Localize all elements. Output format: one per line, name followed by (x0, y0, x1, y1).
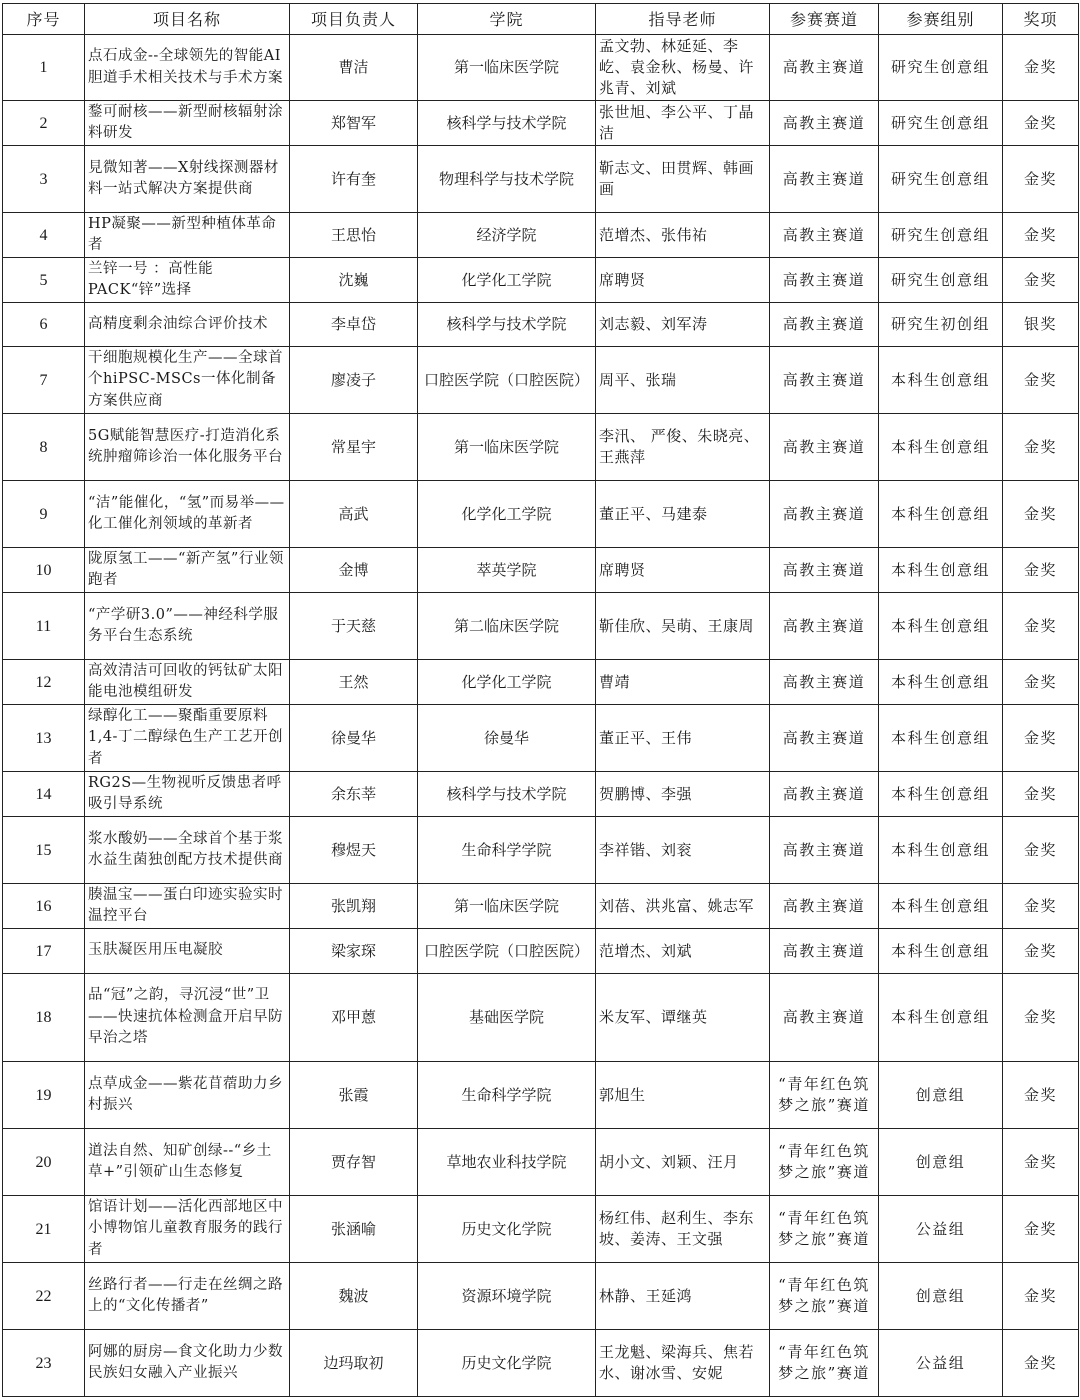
cell-no: 7 (3, 347, 85, 414)
cell-advisors: 曹靖 (596, 660, 770, 705)
cell-award: 金奖 (1003, 213, 1079, 258)
cell-project-name: 見微知著——X射线探测器材料一站式解决方案提供商 (85, 146, 290, 213)
cell-no: 23 (3, 1330, 85, 1397)
cell-track: 高教主赛道 (770, 481, 879, 548)
cell-leader: 穆煜天 (290, 817, 418, 884)
cell-no: 8 (3, 414, 85, 481)
cell-leader: 王思怡 (290, 213, 418, 258)
award-table (2, 3, 1079, 1397)
cell-track: 高教主赛道 (770, 660, 879, 705)
header-leader: 项目负责人 (290, 4, 418, 35)
cell-project-name: 陇原氢工——“新产氢”行业领跑者 (85, 548, 290, 593)
cell-project-name: 高效清洁可回收的钙钛矿太阳能电池模组研发 (85, 660, 290, 705)
cell-group: 本科生创意组 (879, 929, 1003, 974)
cell-advisors: 靳志文、田贯辉、韩画画 (596, 146, 770, 213)
cell-college: 化学化工学院 (418, 481, 596, 548)
cell-leader: 张涵喻 (290, 1196, 418, 1263)
cell-project-name: 高精度剩余油综合评价技术 (85, 303, 290, 347)
cell-track: 高教主赛道 (770, 548, 879, 593)
header-college: 学院 (418, 4, 596, 35)
table-row (3, 817, 1079, 884)
cell-college: 生命科学学院 (418, 817, 596, 884)
cell-group: 本科生创意组 (879, 593, 1003, 660)
cell-track: 高教主赛道 (770, 705, 879, 772)
cell-advisors: 米友军、谭继英 (596, 974, 770, 1062)
cell-college: 基础医学院 (418, 974, 596, 1062)
cell-no: 6 (3, 303, 85, 347)
cell-group: 创意组 (879, 1129, 1003, 1196)
cell-no: 18 (3, 974, 85, 1062)
cell-advisors: 李祥锴、刘衮 (596, 817, 770, 884)
cell-advisors: 席聘贤 (596, 258, 770, 303)
cell-college: 第二临床医学院 (418, 593, 596, 660)
cell-leader: 王然 (290, 660, 418, 705)
cell-track: 高教主赛道 (770, 929, 879, 974)
cell-group: 本科生创意组 (879, 772, 1003, 817)
cell-advisors: 范增杰、刘斌 (596, 929, 770, 974)
cell-advisors: 林静、王延鸿 (596, 1263, 770, 1330)
cell-group: 研究生创意组 (879, 101, 1003, 146)
cell-advisors: 孟文勃、林延延、李屹、袁金秋、杨曼、许兆青、刘斌 (596, 35, 770, 101)
cell-college: 第一临床医学院 (418, 35, 596, 101)
table-row (3, 213, 1079, 258)
cell-college: 萃英学院 (418, 548, 596, 593)
cell-project-name: 品“冠”之韵，寻沉浸“世”卫——快速抗体检测盒开启早防早治之塔 (85, 974, 290, 1062)
cell-leader: 余东莘 (290, 772, 418, 817)
cell-college: 历史文化学院 (418, 1196, 596, 1263)
cell-track: 高教主赛道 (770, 303, 879, 347)
cell-advisors: 董正平、王伟 (596, 705, 770, 772)
table-row (3, 1330, 1079, 1397)
table-row (3, 35, 1079, 101)
cell-no: 4 (3, 213, 85, 258)
table-row (3, 347, 1079, 414)
cell-group: 公益组 (879, 1330, 1003, 1397)
cell-project-name: 点草成金——紫花苜蓿助力乡村振兴 (85, 1062, 290, 1129)
cell-advisors: 胡小文、刘颖、汪月 (596, 1129, 770, 1196)
cell-college: 生命科学学院 (418, 1062, 596, 1129)
cell-group: 研究生初创组 (879, 303, 1003, 347)
table-row (3, 929, 1079, 974)
cell-leader: 郑智军 (290, 101, 418, 146)
cell-no: 22 (3, 1263, 85, 1330)
cell-advisors: 刘蓓、洪兆富、姚志军 (596, 884, 770, 929)
cell-group: 研究生创意组 (879, 146, 1003, 213)
table-row (3, 101, 1079, 146)
cell-track: 高教主赛道 (770, 817, 879, 884)
table-row (3, 548, 1079, 593)
table-row (3, 1062, 1079, 1129)
cell-track: “青年红色筑梦之旅”赛道 (770, 1263, 879, 1330)
cell-advisors: 贺鹏博、李强 (596, 772, 770, 817)
cell-group: 创意组 (879, 1062, 1003, 1129)
cell-group: 本科生创意组 (879, 414, 1003, 481)
header-no: 序号 (3, 4, 85, 35)
cell-award: 金奖 (1003, 884, 1079, 929)
header-award: 奖项 (1003, 4, 1079, 35)
cell-award: 金奖 (1003, 974, 1079, 1062)
cell-advisors: 李汛、 严俊、朱晓亮、 王燕萍 (596, 414, 770, 481)
cell-leader: 张霞 (290, 1062, 418, 1129)
cell-no: 20 (3, 1129, 85, 1196)
cell-no: 13 (3, 705, 85, 772)
cell-award: 金奖 (1003, 817, 1079, 884)
cell-track: 高教主赛道 (770, 593, 879, 660)
cell-award: 金奖 (1003, 1196, 1079, 1263)
cell-award: 金奖 (1003, 414, 1079, 481)
cell-no: 14 (3, 772, 85, 817)
cell-track: 高教主赛道 (770, 347, 879, 414)
cell-award: 金奖 (1003, 593, 1079, 660)
cell-advisors: 席聘贤 (596, 548, 770, 593)
cell-college: 历史文化学院 (418, 1330, 596, 1397)
cell-track: 高教主赛道 (770, 213, 879, 258)
cell-award: 金奖 (1003, 705, 1079, 772)
cell-leader: 廖凌子 (290, 347, 418, 414)
cell-no: 16 (3, 884, 85, 929)
cell-group: 本科生创意组 (879, 481, 1003, 548)
cell-college: 核科学与技术学院 (418, 303, 596, 347)
cell-group: 创意组 (879, 1263, 1003, 1330)
cell-no: 15 (3, 817, 85, 884)
table-row (3, 146, 1079, 213)
cell-track: 高教主赛道 (770, 772, 879, 817)
cell-college: 核科学与技术学院 (418, 101, 596, 146)
table-row (3, 1263, 1079, 1330)
table-body (3, 35, 1079, 1397)
cell-no: 21 (3, 1196, 85, 1263)
cell-no: 3 (3, 146, 85, 213)
cell-college: 经济学院 (418, 213, 596, 258)
cell-award: 金奖 (1003, 660, 1079, 705)
cell-award: 金奖 (1003, 929, 1079, 974)
cell-no: 9 (3, 481, 85, 548)
cell-project-name: 点石成金--全球领先的智能AI胆道手术相关技术与手术方案 (85, 35, 290, 101)
cell-group: 研究生创意组 (879, 35, 1003, 101)
header-project-name: 项目名称 (85, 4, 290, 35)
cell-leader: 许有奎 (290, 146, 418, 213)
cell-track: 高教主赛道 (770, 35, 879, 101)
cell-project-name: RG2S—生物视听反馈患者呼吸引导系统 (85, 772, 290, 817)
cell-no: 11 (3, 593, 85, 660)
cell-project-name: 腠温宝——蛋白印迹实验实时温控平台 (85, 884, 290, 929)
cell-leader: 沈巍 (290, 258, 418, 303)
cell-no: 19 (3, 1062, 85, 1129)
cell-advisors: 刘志毅、刘军涛 (596, 303, 770, 347)
cell-group: 本科生创意组 (879, 884, 1003, 929)
cell-award: 银奖 (1003, 303, 1079, 347)
cell-advisors: 董正平、马建泰 (596, 481, 770, 548)
cell-advisors: 周平、张瑞 (596, 347, 770, 414)
cell-college: 第一临床医学院 (418, 414, 596, 481)
table-row (3, 414, 1079, 481)
cell-group: 本科生创意组 (879, 817, 1003, 884)
cell-project-name: 道法自然、知矿创绿--“乡土草+”引领矿山生态修复 (85, 1129, 290, 1196)
cell-leader: 魏波 (290, 1263, 418, 1330)
cell-advisors: 张世旭、李公平、丁晶洁 (596, 101, 770, 146)
table-row (3, 481, 1079, 548)
cell-leader: 常星宇 (290, 414, 418, 481)
cell-college: 化学化工学院 (418, 660, 596, 705)
cell-track: “青年红色筑梦之旅”赛道 (770, 1062, 879, 1129)
cell-track: “青年红色筑梦之旅”赛道 (770, 1129, 879, 1196)
cell-award: 金奖 (1003, 35, 1079, 101)
cell-leader: 邓甲蒽 (290, 974, 418, 1062)
cell-group: 本科生创意组 (879, 660, 1003, 705)
cell-track: “青年红色筑梦之旅”赛道 (770, 1196, 879, 1263)
cell-project-name: 浆水酸奶——全球首个基于浆水益生菌独创配方技术提供商 (85, 817, 290, 884)
cell-group: 本科生创意组 (879, 705, 1003, 772)
cell-leader: 张凯翔 (290, 884, 418, 929)
cell-project-name: “洁”能催化，“氢”而易举——化工催化剂领域的革新者 (85, 481, 290, 548)
cell-college: 草地农业科技学院 (418, 1129, 596, 1196)
cell-track: 高教主赛道 (770, 884, 879, 929)
cell-college: 第一临床医学院 (418, 884, 596, 929)
cell-project-name: 丝路行者——行走在丝绸之路上的“文化传播者” (85, 1263, 290, 1330)
cell-track: 高教主赛道 (770, 146, 879, 213)
cell-award: 金奖 (1003, 1062, 1079, 1129)
cell-award: 金奖 (1003, 347, 1079, 414)
cell-project-name: 阿娜的厨房—食文化助力少数民族妇女融入产业振兴 (85, 1330, 290, 1397)
cell-leader: 贾存智 (290, 1129, 418, 1196)
cell-project-name: 兰锌一号 ：高性能PACK“锌”选择 (85, 258, 290, 303)
table-row (3, 974, 1079, 1062)
cell-award: 金奖 (1003, 1129, 1079, 1196)
header-row (3, 4, 1079, 35)
cell-award: 金奖 (1003, 772, 1079, 817)
cell-group: 本科生创意组 (879, 974, 1003, 1062)
header-track: 参赛赛道 (770, 4, 879, 35)
cell-project-name: HP凝聚——新型种植体革命者 (85, 213, 290, 258)
cell-advisors: 范增杰、张伟祐 (596, 213, 770, 258)
cell-advisors: 杨红伟、赵利生、李东坡、姜涛、王文强 (596, 1196, 770, 1263)
cell-college: 化学化工学院 (418, 258, 596, 303)
cell-no: 2 (3, 101, 85, 146)
cell-advisors: 王龙魁、梁海兵、焦若水、谢冰雪、安妮 (596, 1330, 770, 1397)
cell-group: 本科生创意组 (879, 548, 1003, 593)
cell-leader: 徐曼华 (290, 705, 418, 772)
cell-track: 高教主赛道 (770, 974, 879, 1062)
cell-award: 金奖 (1003, 146, 1079, 213)
table-row (3, 1196, 1079, 1263)
cell-leader: 梁家琛 (290, 929, 418, 974)
cell-no: 10 (3, 548, 85, 593)
table-row (3, 258, 1079, 303)
cell-award: 金奖 (1003, 1263, 1079, 1330)
cell-group: 研究生创意组 (879, 213, 1003, 258)
cell-leader: 于天慈 (290, 593, 418, 660)
cell-college: 口腔医学院（口腔医院） (418, 929, 596, 974)
cell-no: 1 (3, 35, 85, 101)
cell-project-name: 馆语计划——活化西部地区中小博物馆儿童教育服务的践行者 (85, 1196, 290, 1263)
cell-leader: 边玛取初 (290, 1330, 418, 1397)
table-row (3, 884, 1079, 929)
cell-project-name: “产学研3.0”——神经科学服务平台生态系统 (85, 593, 290, 660)
cell-no: 17 (3, 929, 85, 974)
cell-project-name: 5G赋能智慧医疗-打造消化系统肿瘤筛诊治一体化服务平台 (85, 414, 290, 481)
cell-award: 金奖 (1003, 548, 1079, 593)
cell-college: 口腔医学院（口腔医院） (418, 347, 596, 414)
cell-college: 资源环境学院 (418, 1263, 596, 1330)
cell-group: 公益组 (879, 1196, 1003, 1263)
cell-college: 徐曼华 (418, 705, 596, 772)
table-row (3, 303, 1079, 347)
cell-no: 12 (3, 660, 85, 705)
cell-award: 金奖 (1003, 101, 1079, 146)
cell-track: 高教主赛道 (770, 258, 879, 303)
table-row (3, 660, 1079, 705)
cell-track: 高教主赛道 (770, 101, 879, 146)
cell-college: 物理科学与技术学院 (418, 146, 596, 213)
cell-track: “青年红色筑梦之旅”赛道 (770, 1330, 879, 1397)
cell-advisors: 靳佳欣、吴萌、王康周 (596, 593, 770, 660)
cell-track: 高教主赛道 (770, 414, 879, 481)
table-row (3, 593, 1079, 660)
cell-leader: 高武 (290, 481, 418, 548)
cell-advisors: 郭旭生 (596, 1062, 770, 1129)
cell-group: 研究生创意组 (879, 258, 1003, 303)
table-row (3, 1129, 1079, 1196)
table-row (3, 705, 1079, 772)
header-advisors: 指导老师 (596, 4, 770, 35)
cell-leader: 曹洁 (290, 35, 418, 101)
cell-award: 金奖 (1003, 1330, 1079, 1397)
cell-no: 5 (3, 258, 85, 303)
cell-project-name: 玉肤凝医用压电凝胶 (85, 929, 290, 974)
cell-award: 金奖 (1003, 258, 1079, 303)
header-group: 参赛组别 (879, 4, 1003, 35)
cell-leader: 李卓岱 (290, 303, 418, 347)
table-row (3, 772, 1079, 817)
cell-project-name: 绿醇化工——聚酯重要原料 1,4-丁二醇绿色生产工艺开创者 (85, 705, 290, 772)
cell-project-name: 鍪可耐核——新型耐核辐射涂料研发 (85, 101, 290, 146)
cell-college: 核科学与技术学院 (418, 772, 596, 817)
cell-group: 本科生创意组 (879, 347, 1003, 414)
cell-award: 金奖 (1003, 481, 1079, 548)
cell-leader: 金博 (290, 548, 418, 593)
cell-project-name: 干细胞规模化生产——全球首个hiPSC-MSCs一体化制备方案供应商 (85, 347, 290, 414)
